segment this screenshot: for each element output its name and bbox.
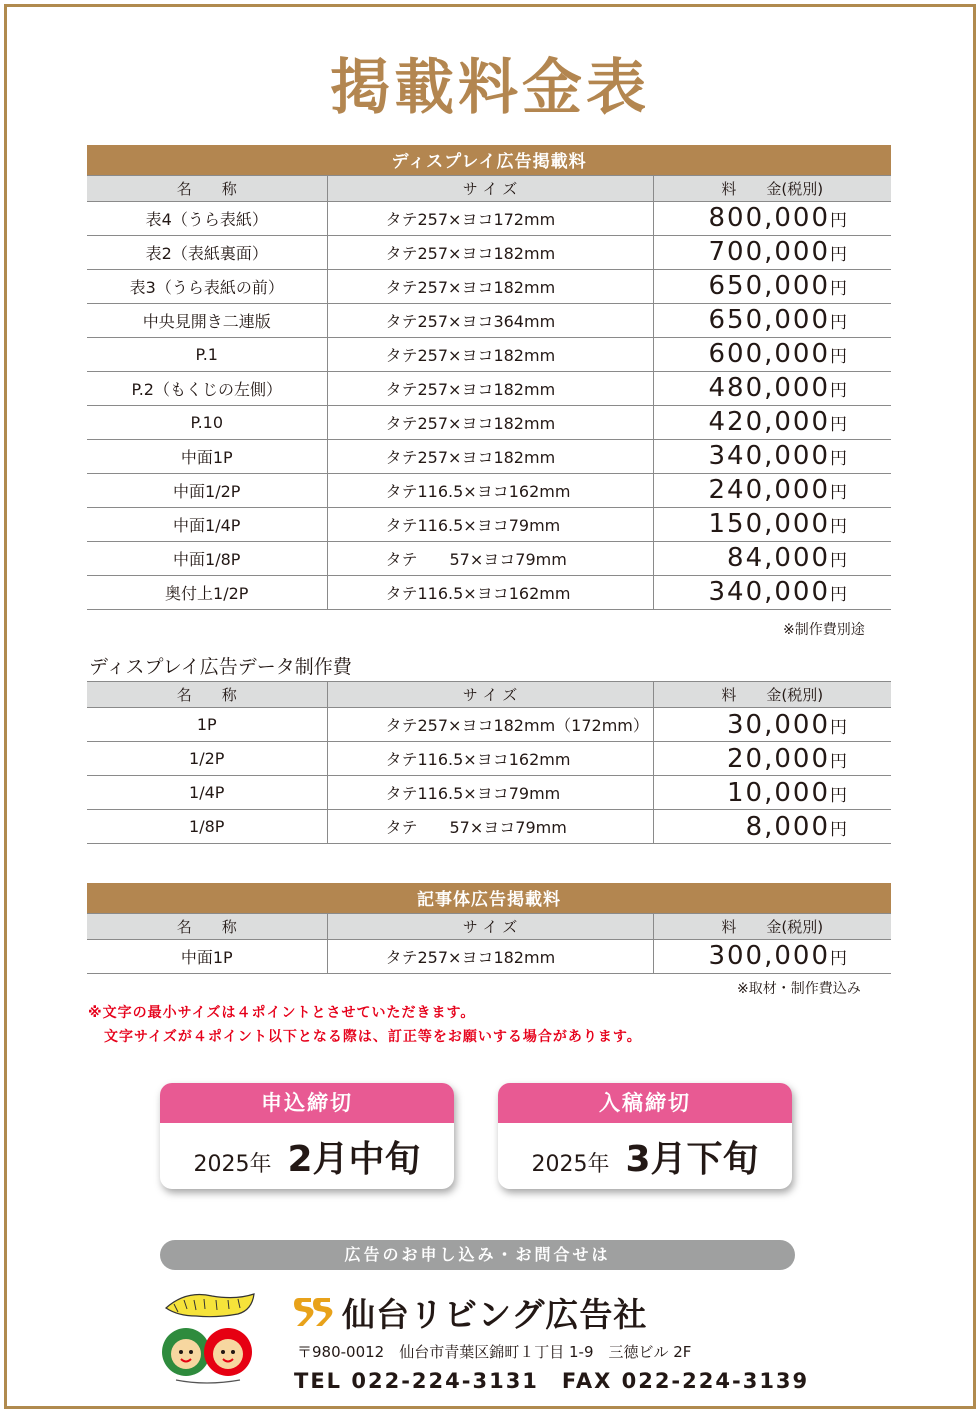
- application-deadline-year: 2025年: [193, 1152, 272, 1177]
- mascot-illustration: [156, 1286, 260, 1390]
- table-row: [87, 269, 891, 303]
- column-header-price: 料 金(税別): [653, 913, 891, 939]
- row-size: タテ257×ヨコ182mm: [327, 439, 653, 473]
- yen-unit: 円: [830, 211, 848, 231]
- row-name: 1P: [87, 708, 327, 742]
- row-name: 中面1/8P: [87, 541, 327, 575]
- table-row: [87, 405, 891, 439]
- table-row: [87, 235, 891, 269]
- warning-line-1: ※文字の最小サイズは４ポイントとさせていただきます。: [88, 1005, 476, 1021]
- price-value: 480,000: [708, 373, 831, 403]
- row-size: タテ116.5×ヨコ162mm: [327, 742, 653, 776]
- row-name: P.2（もくじの左側）: [87, 371, 327, 405]
- application-deadline-date: 2月中旬: [287, 1139, 421, 1180]
- price-value: 150,000: [708, 509, 831, 539]
- table-row: [87, 575, 891, 609]
- company-name: 仙台リビング広告社: [342, 1295, 648, 1334]
- yen-unit: 円: [830, 949, 847, 969]
- row-name: 1/8P: [87, 810, 327, 844]
- production-fee-table: [87, 681, 891, 844]
- yen-unit: 円: [830, 483, 848, 503]
- price-value: 10,000: [727, 777, 830, 808]
- display-ad-price-table: [87, 145, 891, 610]
- row-name: 表2（表紙裏面）: [87, 235, 327, 269]
- row-size: タテ257×ヨコ182mm: [327, 405, 653, 439]
- row-price: [653, 810, 891, 844]
- price-value: 240,000: [708, 475, 831, 505]
- company-phone-fax: TEL 022-224-3131 FAX 022-224-3139: [294, 1369, 810, 1393]
- yen-unit: 円: [830, 751, 847, 772]
- row-size: タテ257×ヨコ182mm: [327, 235, 653, 269]
- price-value: 8,000: [745, 811, 830, 842]
- row-name: 奥付上1/2P: [87, 575, 327, 609]
- row-size: タテ 57×ヨコ79mm: [327, 810, 653, 844]
- submission-deadline-year: 2025年: [531, 1152, 610, 1177]
- column-header-price: 料 金(税別): [653, 175, 891, 201]
- article-ad-note: ※取材・制作費込み: [737, 981, 861, 997]
- row-size: タテ257×ヨコ182mm（172mm）: [327, 708, 653, 742]
- yen-unit: 円: [830, 415, 848, 435]
- row-price: [653, 269, 891, 303]
- price-value: 340,000: [708, 577, 831, 607]
- table-row: [87, 337, 891, 371]
- table-row: [87, 810, 891, 844]
- price-value: 420,000: [708, 407, 831, 437]
- row-price: [653, 235, 891, 269]
- row-size: タテ257×ヨコ182mm: [327, 269, 653, 303]
- yen-unit: 円: [830, 717, 847, 738]
- yen-unit: 円: [830, 449, 848, 469]
- row-size: タテ116.5×ヨコ79mm: [327, 507, 653, 541]
- row-name: 中面1/2P: [87, 473, 327, 507]
- row-price: [653, 303, 891, 337]
- row-size: タテ257×ヨコ182mm: [327, 337, 653, 371]
- yen-unit: 円: [830, 551, 848, 571]
- row-name: 中面1P: [87, 439, 327, 473]
- row-price: [653, 405, 891, 439]
- price-value: 30,000: [727, 709, 830, 740]
- price-value: 650,000: [708, 305, 831, 335]
- row-name: 1/2P: [87, 742, 327, 776]
- column-header-size: サ イ ズ: [327, 913, 653, 939]
- row-size: タテ257×ヨコ182mm: [327, 939, 653, 973]
- row-size: タテ257×ヨコ182mm: [327, 371, 653, 405]
- yen-unit: 円: [830, 785, 847, 806]
- row-price: [653, 575, 891, 609]
- row-price: [653, 742, 891, 776]
- row-name: 表4（うら表紙）: [87, 201, 327, 235]
- row-size: タテ257×ヨコ364mm: [327, 303, 653, 337]
- price-value: 84,000: [727, 543, 831, 573]
- row-price: [653, 541, 891, 575]
- yen-unit: 円: [830, 381, 848, 401]
- application-deadline-label: 申込締切: [160, 1083, 454, 1123]
- article-ad-price-table: [87, 883, 891, 974]
- yen-unit: 円: [830, 313, 848, 333]
- table-row: [87, 541, 891, 575]
- yen-unit: 円: [830, 517, 848, 537]
- warning-line-2: 文字サイズが４ポイント以下となる際は、訂正等をお願いする場合があります。: [104, 1029, 642, 1045]
- table-row: [87, 507, 891, 541]
- table-row: [87, 371, 891, 405]
- column-header-name: 名 称: [87, 682, 327, 708]
- table-row: [87, 439, 891, 473]
- submission-deadline-label: 入稿締切: [498, 1083, 792, 1123]
- row-price: [653, 337, 891, 371]
- row-price: [653, 708, 891, 742]
- display-ad-heading: ディスプレイ広告掲載料: [87, 145, 891, 175]
- row-price: [653, 776, 891, 810]
- table-row: [87, 776, 891, 810]
- row-price: [653, 507, 891, 541]
- table-row: [87, 939, 891, 973]
- price-value: 600,000: [708, 339, 831, 369]
- row-size: タテ 57×ヨコ79mm: [327, 541, 653, 575]
- yen-unit: 円: [830, 245, 848, 265]
- application-deadline-card: [160, 1083, 454, 1189]
- price-value: 340,000: [708, 441, 831, 471]
- company-address: 〒980-0012 仙台市青葉区錦町１丁目 1-9 三徳ビル 2F: [297, 1343, 692, 1361]
- column-header-size: サ イ ズ: [327, 175, 653, 201]
- yen-unit: 円: [830, 819, 847, 840]
- display-ad-note: ※制作費別途: [783, 622, 865, 638]
- price-value: 20,000: [727, 743, 830, 774]
- company-logo-icon: [293, 1294, 333, 1330]
- row-price: [653, 439, 891, 473]
- page-title: 掲載料金表: [330, 53, 650, 123]
- row-name: 中央見開き二連版: [87, 303, 327, 337]
- row-name: 中面1P: [87, 939, 327, 973]
- table-row: [87, 201, 891, 235]
- row-size: タテ116.5×ヨコ162mm: [327, 473, 653, 507]
- row-size: タテ257×ヨコ172mm: [327, 201, 653, 235]
- column-header-size: サ イ ズ: [327, 682, 653, 708]
- row-name: 1/4P: [87, 776, 327, 810]
- row-price: [653, 201, 891, 235]
- submission-deadline-date: 3月下旬: [625, 1139, 759, 1180]
- table-row: [87, 742, 891, 776]
- row-name: P.10: [87, 405, 327, 439]
- table-row: [87, 708, 891, 742]
- yen-unit: 円: [830, 279, 848, 299]
- row-price: [653, 473, 891, 507]
- row-price: [653, 939, 891, 973]
- table-row: [87, 473, 891, 507]
- contact-bar: 広告のお申し込み・お問合せは: [160, 1240, 795, 1270]
- yen-unit: 円: [830, 347, 848, 367]
- price-value: 700,000: [708, 237, 831, 267]
- price-value: 800,000: [708, 203, 831, 233]
- column-header-name: 名 称: [87, 175, 327, 201]
- table-row: [87, 303, 891, 337]
- column-header-name: 名 称: [87, 913, 327, 939]
- row-name: P.1: [87, 337, 327, 371]
- column-header-price: 料 金(税別): [653, 682, 891, 708]
- price-value: 300,000: [708, 941, 830, 971]
- row-size: タテ116.5×ヨコ79mm: [327, 776, 653, 810]
- yen-unit: 円: [830, 585, 848, 605]
- row-name: 中面1/4P: [87, 507, 327, 541]
- production-fee-heading: ディスプレイ広告データ制作費: [89, 656, 352, 678]
- submission-deadline-card: [498, 1083, 792, 1189]
- row-price: [653, 371, 891, 405]
- article-ad-heading: 記事体広告掲載料: [87, 883, 891, 913]
- row-name: 表3（うら表紙の前）: [87, 269, 327, 303]
- row-size: タテ116.5×ヨコ162mm: [327, 575, 653, 609]
- price-value: 650,000: [708, 271, 831, 301]
